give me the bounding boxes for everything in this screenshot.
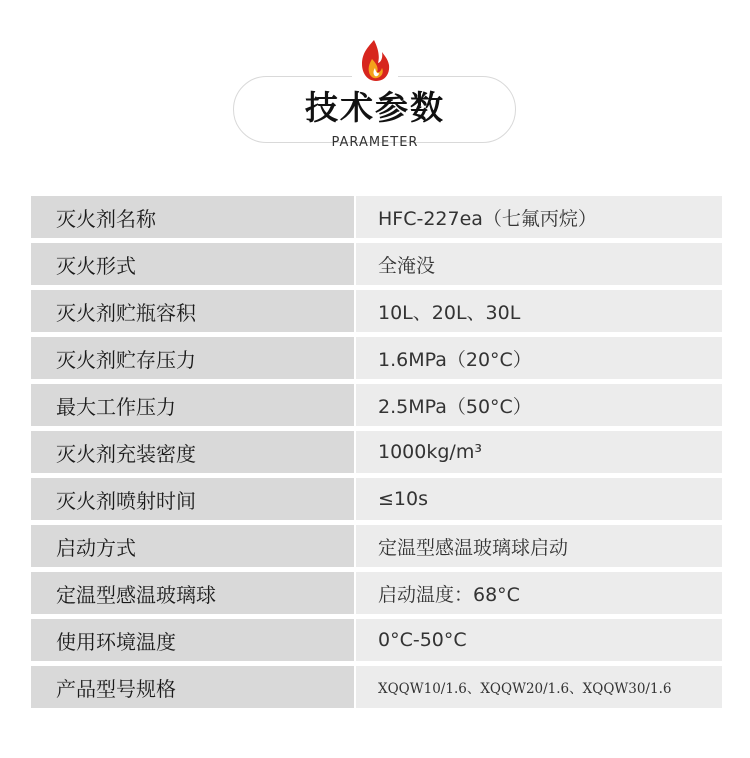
- param-value: HFC-227ea（七氟丙烷）: [356, 196, 722, 238]
- page-subtitle: PARAMETER: [331, 135, 419, 150]
- page-title: 技术参数: [305, 88, 445, 127]
- param-value: 1000kg/m³: [356, 431, 722, 473]
- param-value: 启动温度：68°C: [356, 572, 722, 614]
- table-row: [31, 290, 722, 332]
- parameter-table: [31, 196, 722, 713]
- param-label: 启动方式: [31, 525, 354, 567]
- param-label: 灭火剂贮瓶容积: [31, 290, 354, 332]
- param-value: 0°C-50°C: [356, 619, 722, 661]
- param-label: 使用环境温度: [31, 619, 354, 661]
- param-label: 产品型号规格: [31, 666, 354, 708]
- param-label: 灭火剂喷射时间: [31, 478, 354, 520]
- param-label: 灭火剂名称: [31, 196, 354, 238]
- table-row: [31, 478, 722, 520]
- table-row: [31, 384, 722, 426]
- param-value: 1.6MPa（20°C）: [356, 337, 722, 379]
- flame-icon: [355, 38, 395, 84]
- param-value: 10L、20L、30L: [356, 290, 722, 332]
- param-value: 定温型感温玻璃球启动: [356, 525, 722, 567]
- param-label: 最大工作压力: [31, 384, 354, 426]
- table-row: [31, 243, 722, 285]
- table-row: [31, 525, 722, 567]
- param-label: 灭火剂贮存压力: [31, 337, 354, 379]
- section-header: [0, 0, 750, 170]
- param-value: XQQW10/1.6、XQQW20/1.6、XQQW30/1.6: [356, 666, 722, 708]
- table-row: [31, 431, 722, 473]
- param-value: 全淹没: [356, 243, 722, 285]
- table-row: [31, 337, 722, 379]
- table-row: [31, 572, 722, 614]
- param-label: 灭火形式: [31, 243, 354, 285]
- param-label: 灭火剂充装密度: [31, 431, 354, 473]
- table-row: [31, 619, 722, 661]
- table-row: [31, 666, 722, 708]
- table-row: [31, 196, 722, 238]
- param-value: 2.5MPa（50°C）: [356, 384, 722, 426]
- param-value: ≤10s: [356, 478, 722, 520]
- param-label: 定温型感温玻璃球: [31, 572, 354, 614]
